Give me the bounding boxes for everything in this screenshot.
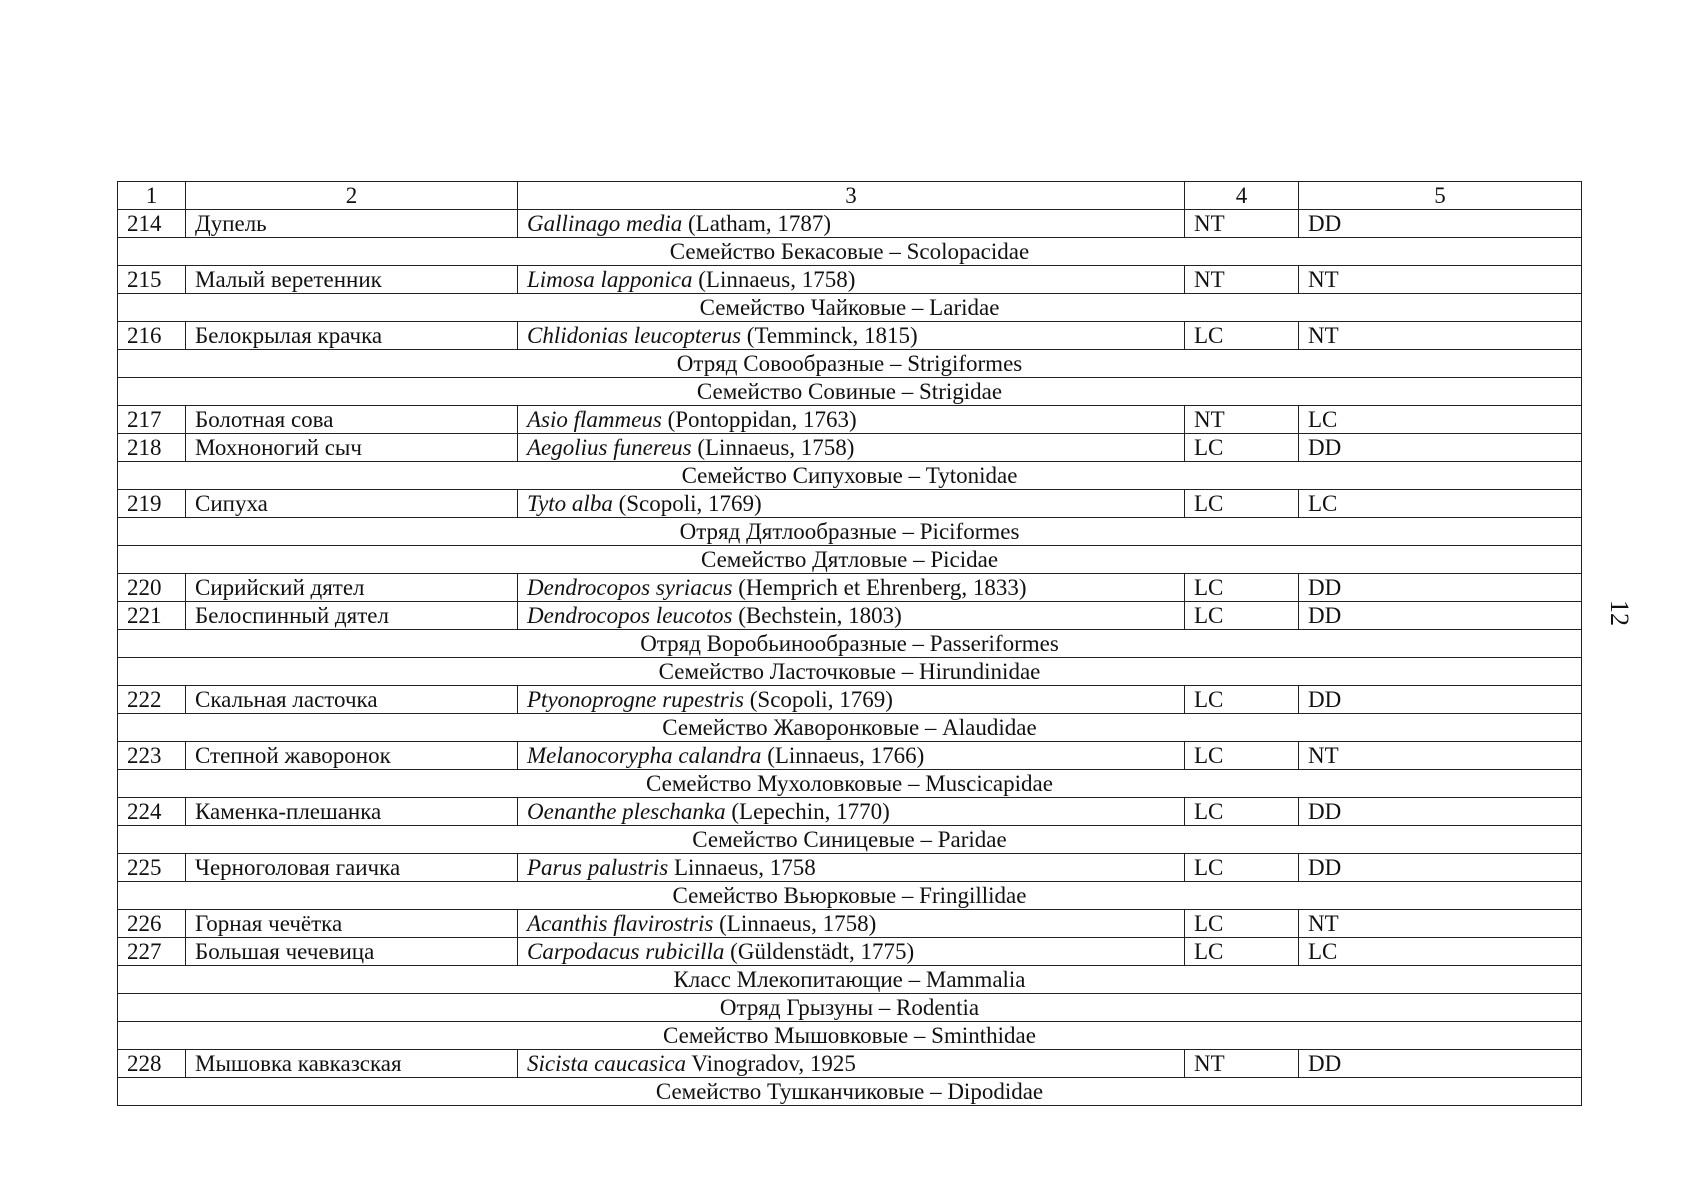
status-col-4: LC <box>1185 434 1299 462</box>
status-col-5: DD <box>1299 1050 1582 1078</box>
taxon-author: (Lepechin, 1770) <box>725 799 890 824</box>
group-row <box>118 826 1582 854</box>
status-col-4: LC <box>1185 854 1299 882</box>
header-cell-1: 1 <box>118 182 186 210</box>
latin-binomial: Parus palustris <box>527 855 669 880</box>
taxon-author: (Linnaeus, 1766) <box>761 743 925 768</box>
species-common-name: Дупель <box>186 210 518 238</box>
species-scientific-name <box>518 910 1185 938</box>
species-number: 219 <box>118 490 186 518</box>
latin-binomial: Ptyonoprogne rupestris <box>527 687 744 712</box>
species-table <box>117 181 1582 1106</box>
species-common-name: Белоспинный дятел <box>186 602 518 630</box>
species-number: 214 <box>118 210 186 238</box>
group-heading: Отряд Грызуны – Rodentia <box>118 994 1582 1022</box>
latin-binomial: Acanthis flavirostris <box>527 911 714 936</box>
group-heading: Семейство Жаворонковые – Alaudidae <box>118 714 1582 742</box>
taxon-author: (Scopoli, 1769) <box>612 491 762 516</box>
status-col-5: NT <box>1299 322 1582 350</box>
species-scientific-name <box>518 490 1185 518</box>
latin-binomial: Chlidonias leucopterus <box>527 323 742 348</box>
status-col-4: LC <box>1185 938 1299 966</box>
status-col-4: LC <box>1185 742 1299 770</box>
group-heading: Класс Млекопитающие – Mammalia <box>118 966 1582 994</box>
group-row <box>118 378 1582 406</box>
group-row <box>118 462 1582 490</box>
status-col-5: NT <box>1299 266 1582 294</box>
species-row <box>118 910 1582 938</box>
group-row <box>118 518 1582 546</box>
species-number: 221 <box>118 602 186 630</box>
status-col-5: LC <box>1299 406 1582 434</box>
species-common-name: Черноголовая гаичка <box>186 854 518 882</box>
species-scientific-name <box>518 602 1185 630</box>
species-row <box>118 854 1582 882</box>
status-col-4: NT <box>1185 266 1299 294</box>
group-heading: Отряд Воробьинообразные – Passeriformes <box>118 630 1582 658</box>
group-heading: Отряд Дятлообразные – Piciformes <box>118 518 1582 546</box>
species-row <box>118 574 1582 602</box>
status-col-5: DD <box>1299 602 1582 630</box>
latin-binomial: Asio flammeus <box>527 407 662 432</box>
status-col-5: NT <box>1299 742 1582 770</box>
latin-binomial: Melanocorypha calandra <box>527 743 762 768</box>
latin-binomial: Oenanthe pleschanka <box>527 799 726 824</box>
group-heading: Семейство Вьюрковые – Fringillidae <box>118 882 1582 910</box>
status-col-5: DD <box>1299 798 1582 826</box>
group-row <box>118 350 1582 378</box>
header-row <box>118 182 1582 210</box>
species-number: 227 <box>118 938 186 966</box>
group-heading: Семейство Чайковые – Laridae <box>118 294 1582 322</box>
taxon-author: (Temminck, 1815) <box>741 323 918 348</box>
species-row <box>118 938 1582 966</box>
status-col-4: LC <box>1185 798 1299 826</box>
group-heading: Семейство Мухоловковые – Muscicapidae <box>118 770 1582 798</box>
page-number: 12 <box>1605 600 1634 626</box>
status-col-5: DD <box>1299 574 1582 602</box>
group-heading: Семейство Совиные – Strigidae <box>118 378 1582 406</box>
group-row <box>118 1078 1582 1106</box>
species-common-name: Мохноногий сыч <box>186 434 518 462</box>
header-cell-4: 4 <box>1185 182 1299 210</box>
group-row <box>118 238 1582 266</box>
species-scientific-name <box>518 322 1185 350</box>
species-row <box>118 490 1582 518</box>
taxon-author: (Güldenstädt, 1775) <box>724 939 915 964</box>
status-col-5: DD <box>1299 434 1582 462</box>
species-row <box>118 602 1582 630</box>
species-row <box>118 322 1582 350</box>
header-cell-5: 5 <box>1299 182 1582 210</box>
status-col-4: NT <box>1185 210 1299 238</box>
species-scientific-name <box>518 1050 1185 1078</box>
group-row <box>118 658 1582 686</box>
species-scientific-name <box>518 742 1185 770</box>
species-number: 220 <box>118 574 186 602</box>
group-row <box>118 1022 1582 1050</box>
species-number: 216 <box>118 322 186 350</box>
species-row <box>118 1050 1582 1078</box>
taxon-author: (Bechstein, 1803) <box>732 603 902 628</box>
species-row <box>118 742 1582 770</box>
species-scientific-name <box>518 574 1185 602</box>
species-scientific-name <box>518 434 1185 462</box>
group-row <box>118 546 1582 574</box>
group-heading: Семейство Синицевые – Paridae <box>118 826 1582 854</box>
status-col-4: LC <box>1185 910 1299 938</box>
group-heading: Семейство Сипуховые – Tytonidae <box>118 462 1582 490</box>
status-col-5: DD <box>1299 686 1582 714</box>
species-number: 217 <box>118 406 186 434</box>
taxon-author: (Hemprich et Ehrenberg, 1833) <box>732 575 1027 600</box>
species-number: 215 <box>118 266 186 294</box>
species-common-name: Малый веретенник <box>186 266 518 294</box>
species-scientific-name <box>518 210 1185 238</box>
species-number: 224 <box>118 798 186 826</box>
latin-binomial: Aegolius funereus <box>527 435 692 460</box>
header-cell-2: 2 <box>186 182 518 210</box>
group-row <box>118 882 1582 910</box>
group-heading: Семейство Тушканчиковые – Dipodidae <box>118 1078 1582 1106</box>
group-row <box>118 714 1582 742</box>
species-common-name: Сипуха <box>186 490 518 518</box>
latin-binomial: Sicista caucasica <box>527 1051 687 1076</box>
latin-binomial: Dendrocopos syriacus <box>527 575 733 600</box>
taxon-author: Linnaeus, 1758 <box>668 855 816 880</box>
table-body <box>118 182 1582 1106</box>
group-heading: Семейство Мышовковые – Sminthidae <box>118 1022 1582 1050</box>
group-heading: Семейство Дятловые – Picidae <box>118 546 1582 574</box>
group-heading: Отряд Совообразные – Strigiformes <box>118 350 1582 378</box>
status-col-5: NT <box>1299 910 1582 938</box>
group-row <box>118 994 1582 1022</box>
species-number: 228 <box>118 1050 186 1078</box>
species-row <box>118 434 1582 462</box>
group-row <box>118 294 1582 322</box>
latin-binomial: Carpodacus rubicilla <box>527 939 725 964</box>
taxon-author: (Latham, 1787) <box>682 211 832 236</box>
status-col-4: LC <box>1185 322 1299 350</box>
group-heading: Семейство Ласточковые – Hirundinidae <box>118 658 1582 686</box>
species-row <box>118 210 1582 238</box>
group-heading: Семейство Бекасовые – Scolopacidae <box>118 238 1582 266</box>
taxon-author: (Linnaeus, 1758) <box>713 911 877 936</box>
header-cell-3: 3 <box>518 182 1185 210</box>
species-common-name: Каменка-плешанка <box>186 798 518 826</box>
group-row <box>118 770 1582 798</box>
species-common-name: Скальная ласточка <box>186 686 518 714</box>
status-col-4: LC <box>1185 602 1299 630</box>
species-scientific-name <box>518 266 1185 294</box>
taxon-author: (Pontoppidan, 1763) <box>661 407 857 432</box>
species-common-name: Степной жаворонок <box>186 742 518 770</box>
status-col-5: LC <box>1299 938 1582 966</box>
status-col-5: DD <box>1299 210 1582 238</box>
species-number: 218 <box>118 434 186 462</box>
taxon-author: (Scopoli, 1769) <box>744 687 893 712</box>
species-number: 225 <box>118 854 186 882</box>
taxon-author: (Linnaeus, 1758) <box>691 435 855 460</box>
species-scientific-name <box>518 686 1185 714</box>
latin-binomial: Gallinago media <box>527 211 683 236</box>
group-row <box>118 630 1582 658</box>
species-common-name: Горная чечётка <box>186 910 518 938</box>
status-col-4: NT <box>1185 406 1299 434</box>
species-row <box>118 686 1582 714</box>
latin-binomial: Dendrocopos leucotos <box>527 603 733 628</box>
species-common-name: Болотная сова <box>186 406 518 434</box>
species-common-name: Сирийский дятел <box>186 574 518 602</box>
species-number: 226 <box>118 910 186 938</box>
species-common-name: Большая чечевица <box>186 938 518 966</box>
status-col-5: LC <box>1299 490 1582 518</box>
status-col-4: LC <box>1185 686 1299 714</box>
species-row <box>118 266 1582 294</box>
latin-binomial: Limosa lapponica <box>527 267 693 292</box>
latin-binomial: Tyto alba <box>527 491 613 516</box>
status-col-4: LC <box>1185 574 1299 602</box>
group-row <box>118 966 1582 994</box>
species-number: 222 <box>118 686 186 714</box>
species-row <box>118 406 1582 434</box>
status-col-4: LC <box>1185 490 1299 518</box>
species-row <box>118 798 1582 826</box>
species-number: 223 <box>118 742 186 770</box>
status-col-4: NT <box>1185 1050 1299 1078</box>
species-scientific-name <box>518 938 1185 966</box>
taxon-author: (Linnaeus, 1758) <box>692 267 856 292</box>
taxon-author: Vinogradov, 1925 <box>686 1051 856 1076</box>
species-common-name: Мышовка кавказская <box>186 1050 518 1078</box>
species-scientific-name <box>518 406 1185 434</box>
species-common-name: Белокрылая крачка <box>186 322 518 350</box>
species-scientific-name <box>518 798 1185 826</box>
species-scientific-name <box>518 854 1185 882</box>
status-col-5: DD <box>1299 854 1582 882</box>
